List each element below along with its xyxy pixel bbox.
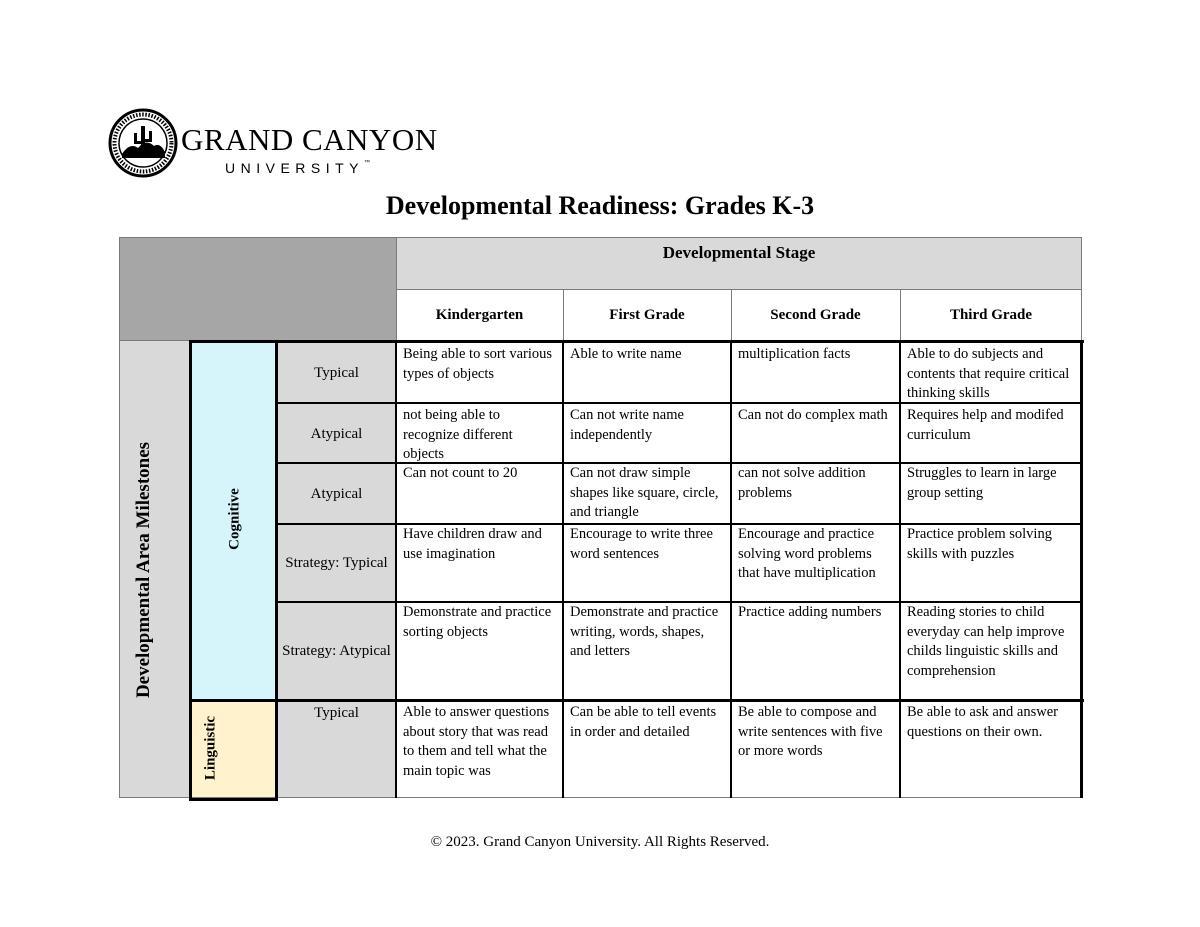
- table-cell: Able to do subjects and contents that require critical thinking skills: [907, 346, 1070, 401]
- table-cell: Be able to compose and write sentences with five or more words: [738, 704, 883, 759]
- table-cell: Demonstrate and practice sorting objects: [403, 604, 552, 640]
- table-cell: Be able to ask and answer questions on their own.: [907, 704, 1058, 740]
- col-header-kindergarten: Kindergarten: [435, 306, 524, 323]
- col-header-third-grade: Third Grade: [949, 306, 1033, 323]
- side-label-cell: [119, 341, 190, 798]
- area-linguistic-label: Linguistic: [202, 715, 219, 781]
- row-label: Typical: [314, 705, 359, 721]
- stage-header: Developmental Stage: [396, 237, 1082, 289]
- logo-subtitle: UNIVERSITY™: [225, 160, 371, 176]
- area-linguistic: [190, 701, 277, 798]
- table-cell: Practice problem solving skills with puzzles: [907, 526, 1052, 562]
- logo-wordmark: GRAND CANYON: [181, 122, 438, 157]
- table-cell: Being able to sort various types of objects: [403, 346, 553, 382]
- gcu-logo: [108, 108, 438, 180]
- area-cognitive-label: Cognitive: [226, 488, 243, 550]
- university-seal-icon: [108, 108, 178, 178]
- table-cell: multiplication facts: [738, 346, 851, 362]
- table-cell: Can not count to 20: [403, 465, 518, 481]
- table-cell: Practice adding numbers: [738, 604, 882, 620]
- table-cell: Able to answer questions about story that was read to them and tell what the main topic was: [403, 704, 550, 779]
- area-cognitive: [190, 341, 277, 701]
- row-label: Strategy: Atypical: [282, 642, 391, 659]
- row-label: Atypical: [310, 485, 363, 502]
- table-cell: Can not draw simple shapes like square, circle, and triangle: [570, 465, 719, 520]
- row-label: Atypical: [310, 425, 363, 442]
- row-label: Strategy: Typical: [285, 555, 388, 571]
- row-label: Typical: [314, 364, 359, 381]
- table-cell: Can not do complex math: [738, 407, 888, 423]
- table-cell: Have children draw and use imagination: [403, 526, 542, 562]
- table-cell: Encourage to write three word sentences: [570, 526, 713, 562]
- table-cell: Reading stories to child everyday can help improve childs linguistic skills and comprehension: [907, 604, 1065, 679]
- side-label: Developmental Area Milestones: [133, 441, 154, 699]
- col-header-second-grade: Second Grade: [770, 306, 861, 323]
- table-cell: Struggles to learn in large group setting: [907, 465, 1057, 501]
- table-cell: Demonstrate and practice writing, words, shapes, and letters: [570, 604, 719, 659]
- table-cell: Can not write name independently: [570, 407, 684, 443]
- col-header-first-grade: First Grade: [609, 306, 685, 323]
- table-cell: not being able to recognize different objects: [403, 407, 513, 462]
- table-cell: Able to write name: [570, 346, 682, 362]
- copyright-footer: © 2023. Grand Canyon University. All Rights Reserved.: [430, 834, 770, 850]
- table-cell: Requires help and modifed curriculum: [907, 407, 1064, 443]
- table-cell: Encourage and practice solving word problems that have multiplication: [738, 526, 876, 581]
- page-title: Developmental Readiness: Grades K-3: [385, 191, 815, 220]
- table-cell: can not solve addition problems: [738, 465, 866, 501]
- table-corner: [119, 237, 396, 341]
- table-cell: Can be able to tell events in order and detailed: [570, 704, 717, 740]
